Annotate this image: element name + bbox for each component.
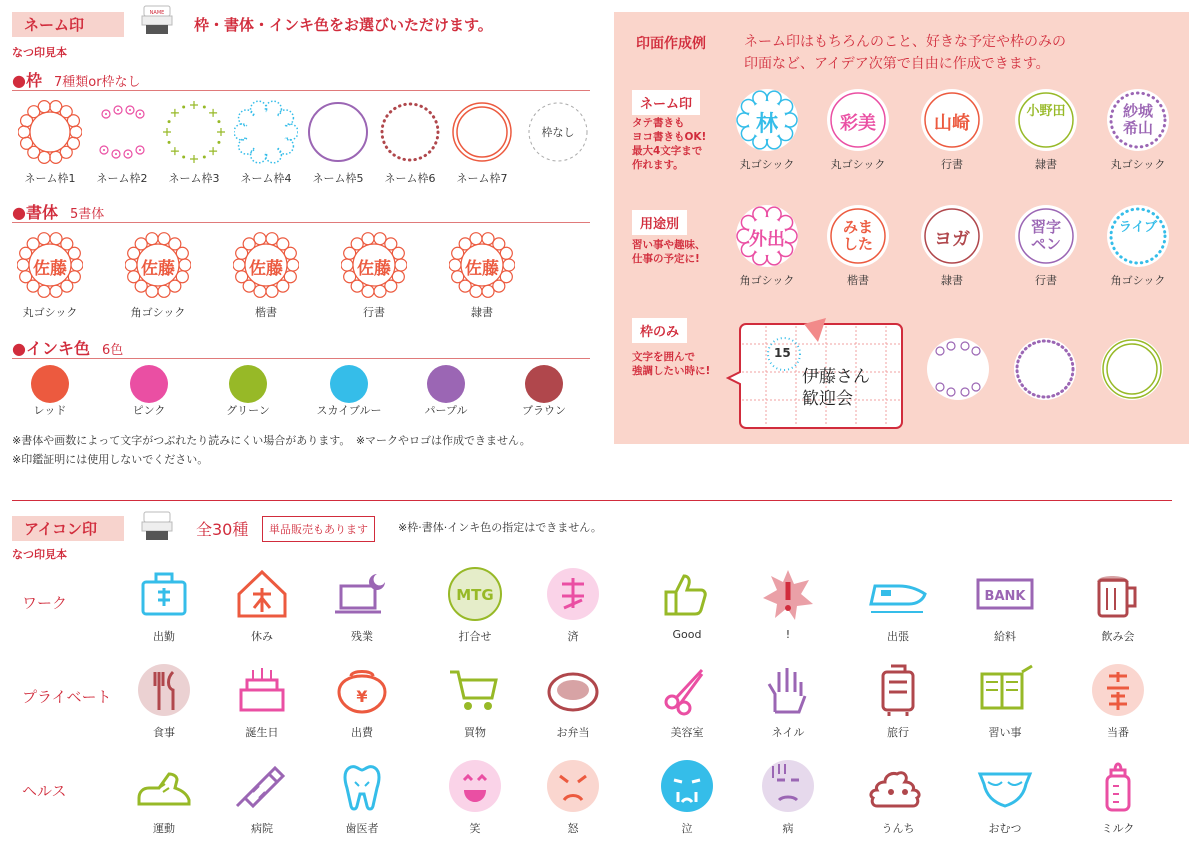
syringe-icon xyxy=(231,758,293,814)
frame-only-sample-flowers xyxy=(925,336,991,406)
diaper-icon xyxy=(974,758,1036,814)
icon-stamp-label: 買物 xyxy=(464,726,486,739)
example-panel-title: 印面作成例 xyxy=(636,36,706,52)
calendar-note-line: 歓迎会 xyxy=(802,389,853,409)
stamp-device-icon xyxy=(138,4,176,38)
name-stamp-tag: ネーム印 xyxy=(12,12,124,37)
icon-stamp-item xyxy=(217,566,307,644)
desc-line: 作れます。 xyxy=(632,159,684,171)
icon-stamp-label: ! xyxy=(785,628,791,641)
icon-stamp-item xyxy=(119,758,209,836)
example-panel-intro xyxy=(744,31,1066,75)
ink-swatch xyxy=(427,365,465,403)
bento-icon xyxy=(542,662,604,718)
icon-stamp-glyph xyxy=(440,566,510,622)
icon-stamp-item xyxy=(528,662,618,740)
desc-line: 文字を囲んで xyxy=(632,351,695,363)
frame-only-sample-dots xyxy=(1012,336,1078,406)
example-sample-text: ヨガ xyxy=(934,229,970,250)
example-tag-purpose: 用途別 xyxy=(632,210,687,235)
svg-text:MTG: MTG xyxy=(456,586,494,604)
example-stamp-frame-icon xyxy=(1014,88,1078,152)
frame-swatch-icon xyxy=(306,100,370,164)
frame-swatch-icon xyxy=(162,100,226,164)
icon-stamp-glyph xyxy=(753,758,823,814)
icon-stamp-glyph xyxy=(227,758,297,814)
icon-stamp-label: 出張 xyxy=(887,630,909,643)
font-label: 隷書 xyxy=(471,306,493,319)
frames-section-heading xyxy=(12,68,141,91)
icon-stamp-label: 歯医者 xyxy=(345,822,379,835)
fonts-sub: 5書体 xyxy=(69,207,105,222)
icon-stamp-item xyxy=(853,566,943,644)
icon-stamp-label: ネイル xyxy=(771,726,805,739)
frame-option xyxy=(86,100,158,186)
example-sample xyxy=(820,204,896,288)
house-icon xyxy=(231,566,293,622)
frame-option xyxy=(158,100,230,186)
icon-stamp-label: 怒 xyxy=(567,822,579,835)
font-option xyxy=(444,232,520,320)
icon-stamp-glyph xyxy=(440,758,510,814)
fonts-section-heading xyxy=(12,200,104,223)
icon-stamp-tag: アイコン印 xyxy=(12,516,124,541)
icon-stamp-label: 食事 xyxy=(153,726,175,739)
icon-stamp-item xyxy=(217,758,307,836)
frame-swatch-icon xyxy=(378,100,442,164)
example-sample xyxy=(729,204,805,288)
icon-stamp-item xyxy=(430,758,520,836)
example-sample-text: 小野田 xyxy=(1026,104,1066,119)
icon-stamp-label: 出勤 xyxy=(153,630,175,643)
thumbs-up-icon xyxy=(656,566,718,622)
intro-line-2: 印面など、アイデア次第で自由に作成できます。 xyxy=(744,56,1050,72)
briefcase-icon xyxy=(133,566,195,622)
example-sample-label: 丸ゴシック xyxy=(739,158,795,171)
font-sample-text: 佐藤 xyxy=(465,259,499,279)
example-sample-label: 丸ゴシック xyxy=(830,158,886,171)
name-stamp-sample-label: なつ印見本 xyxy=(12,46,67,59)
frame-swatch-icon xyxy=(18,100,82,164)
example-sample xyxy=(1008,88,1084,172)
icon-stamp-label: 済 xyxy=(567,630,579,643)
ink-label: レッド xyxy=(33,404,67,417)
example-sample xyxy=(914,88,990,172)
divider xyxy=(12,358,590,359)
icon-stamp-item xyxy=(528,566,618,644)
frame-label: ネーム枠2 xyxy=(96,172,148,185)
icon-stamp-item xyxy=(1073,566,1163,644)
icon-stamp-label: 運動 xyxy=(153,822,175,835)
icon-stamp-item xyxy=(853,758,943,836)
cart-icon xyxy=(444,662,506,718)
angry-face-icon xyxy=(542,758,604,814)
icon-stamp-glyph xyxy=(1083,662,1153,718)
icon-stamp-glyph xyxy=(129,566,199,622)
ink-label: ブラウン xyxy=(522,404,566,417)
frame-label: ネーム枠4 xyxy=(240,172,292,185)
example-stamp-frame-icon xyxy=(1106,204,1170,268)
icon-stamp-item xyxy=(960,758,1050,836)
example-sample-label: 隷書 xyxy=(941,274,963,287)
icon-stamp-item xyxy=(960,566,1050,644)
icon-stamp-glyph xyxy=(1083,566,1153,622)
icon-stamp-glyph xyxy=(538,662,608,718)
icon-stamp-glyph xyxy=(652,758,722,814)
row-label-private: プライベート xyxy=(22,688,112,706)
ink-label: ピンク xyxy=(132,404,166,417)
example-sample-label: 角ゴシック xyxy=(739,274,795,287)
icon-stamp-item xyxy=(743,662,833,740)
icon-stamp-item xyxy=(317,566,407,644)
icon-stamp-label: 出費 xyxy=(351,726,373,739)
icon-stamp-glyph xyxy=(970,662,1040,718)
example-sample-label: 行書 xyxy=(1035,274,1057,287)
icon-stamp-label: うんち xyxy=(881,822,915,835)
icon-count: 全30種 xyxy=(196,520,249,539)
icon-stamp-item xyxy=(642,566,732,641)
icon-stamp-item xyxy=(743,758,833,836)
desc-line: 最大4文字まで xyxy=(632,145,703,157)
example-tag-name: ネーム印 xyxy=(632,90,700,115)
font-option xyxy=(120,232,196,320)
example-sample-text: 紗城希山 xyxy=(1122,102,1153,137)
example-sample-text: 習字ペン xyxy=(1030,218,1061,253)
exclamation-icon xyxy=(757,566,819,622)
icon-stamp-glyph xyxy=(863,758,933,814)
svg-text:NAME: NAME xyxy=(149,10,165,16)
icon-stamp-glyph xyxy=(753,566,823,622)
example-desc-frame-only xyxy=(632,350,710,378)
icon-stamp-label: 休み xyxy=(251,630,273,643)
font-label: 丸ゴシック xyxy=(22,306,78,319)
icon-stamp-item xyxy=(119,566,209,644)
calendar-illustration xyxy=(726,316,906,436)
divider xyxy=(12,90,590,91)
example-sample-label: 角ゴシック xyxy=(1110,274,1166,287)
svg-text:¥: ¥ xyxy=(356,687,368,706)
icon-stamp-item xyxy=(642,758,732,836)
suitcase-icon xyxy=(867,662,929,718)
duty-icon xyxy=(1087,662,1149,718)
inks-section-heading xyxy=(12,336,123,359)
icon-stamp-item xyxy=(960,662,1050,740)
font-sample-text: 佐藤 xyxy=(33,259,67,279)
baby-bottle-icon xyxy=(1087,758,1149,814)
inks-title: ●インキ色 xyxy=(12,339,90,358)
tooth-icon xyxy=(331,758,393,814)
example-sample-text: みました xyxy=(842,218,873,253)
frame-option xyxy=(230,100,302,186)
desc-line: 習い事や趣味、 xyxy=(632,239,706,251)
name-stamp-headline: 枠・書体・インキ色をお選びいただけます。 xyxy=(194,16,493,34)
purse-icon xyxy=(331,662,393,718)
icon-stamp-label: 当番 xyxy=(1107,726,1129,739)
font-option xyxy=(12,232,88,320)
frames-title: ●枠 xyxy=(12,71,42,90)
icon-stamp-item xyxy=(430,566,520,644)
ink-swatch xyxy=(130,365,168,403)
example-sample xyxy=(820,88,896,172)
calendar-day-number: 15 xyxy=(774,346,791,360)
single-sale-badge: 単品販売もあります xyxy=(262,516,375,542)
desc-line: ヨコ書きもOK! xyxy=(632,131,707,143)
ink-swatch xyxy=(330,365,368,403)
row-label-health: ヘルス xyxy=(22,782,67,800)
desc-line: 仕事の予定に! xyxy=(632,253,700,265)
icon-stamp-item xyxy=(528,758,618,836)
example-sample-label: 丸ゴシック xyxy=(1110,158,1166,171)
done-icon xyxy=(542,566,604,622)
cake-icon xyxy=(231,662,293,718)
example-sample-label: 楷書 xyxy=(847,274,869,287)
ink-swatch xyxy=(229,365,267,403)
cry-face-icon xyxy=(656,758,718,814)
poop-icon xyxy=(867,758,929,814)
mtg-icon xyxy=(444,566,506,622)
calendar-note xyxy=(802,366,870,410)
book-icon xyxy=(974,662,1036,718)
icon-stamp-note: ※枠·書体·インキ色の指定はできません。 xyxy=(398,521,602,534)
fonts-title: ●書体 xyxy=(12,203,58,222)
icon-stamp-label: 病 xyxy=(782,822,794,835)
font-label: 行書 xyxy=(363,306,385,319)
icon-stamp-glyph xyxy=(129,758,199,814)
icon-stamp-label: 泣 xyxy=(681,822,693,835)
icon-stamp-item xyxy=(119,662,209,740)
svg-text:BANK: BANK xyxy=(984,589,1026,604)
icon-stamp-glyph xyxy=(652,662,722,718)
icon-stamp-glyph xyxy=(227,662,297,718)
icon-stamp-item xyxy=(1073,662,1163,740)
scissors-icon xyxy=(656,662,718,718)
example-sample xyxy=(1100,88,1176,172)
frame-swatch-icon xyxy=(450,100,514,164)
icon-stamp-label: おむつ xyxy=(988,822,1022,835)
icon-stamp-item xyxy=(743,566,833,641)
frame-option xyxy=(522,100,594,170)
icon-stamp-label: 誕生日 xyxy=(245,726,279,739)
no-frame-text: 枠なし xyxy=(541,126,575,139)
frame-option xyxy=(446,100,518,186)
ink-label: パープル xyxy=(424,404,468,417)
icon-stamp-label: 給料 xyxy=(994,630,1016,643)
ink-swatch xyxy=(525,365,563,403)
section-divider xyxy=(12,500,1172,501)
example-desc-purpose xyxy=(632,238,706,266)
icon-stamp-glyph xyxy=(863,662,933,718)
desc-line: タテ書きも xyxy=(632,117,685,129)
example-sample-text: ライブ xyxy=(1118,220,1158,235)
icon-stamp-glyph xyxy=(327,758,397,814)
icon-stamp-glyph xyxy=(1083,758,1153,814)
icon-stamp-glyph xyxy=(327,662,397,718)
frame-label: ネーム枠3 xyxy=(168,172,220,185)
icon-stamp-label: ミルク xyxy=(1101,822,1135,835)
icon-stamp-glyph xyxy=(227,566,297,622)
icon-stamp-glyph xyxy=(652,566,722,622)
example-sample-text: 外出 xyxy=(749,229,785,250)
inks-sub: 6色 xyxy=(101,343,124,358)
icon-stamp-label: お弁当 xyxy=(556,726,590,739)
example-sample xyxy=(1100,204,1176,288)
example-sample-label: 隷書 xyxy=(1035,158,1057,171)
hand-icon xyxy=(757,662,819,718)
frame-label: ネーム枠5 xyxy=(312,172,364,185)
desc-line: 強調したい時に! xyxy=(632,365,711,377)
stamp-device-icon xyxy=(138,510,176,544)
font-option xyxy=(336,232,412,320)
icon-stamp-label: 飲み会 xyxy=(1101,630,1135,643)
laptop-moon-icon xyxy=(331,566,393,622)
row-label-work: ワーク xyxy=(22,594,68,612)
example-sample xyxy=(729,88,805,172)
bank-icon xyxy=(974,566,1036,622)
fork-knife-icon xyxy=(133,662,195,718)
beer-icon xyxy=(1087,566,1149,622)
example-tag-frame-only: 枠のみ xyxy=(632,318,687,343)
ink-label: グリーン xyxy=(226,404,270,417)
sneaker-icon xyxy=(133,758,195,814)
note-2: ※印鑑証明には使用しないでください。 xyxy=(12,453,209,466)
icon-stamp-label: 習い事 xyxy=(988,726,1022,739)
bullet-train-icon xyxy=(867,566,929,622)
font-sample-text: 佐藤 xyxy=(249,259,283,279)
icon-stamp-label: 病院 xyxy=(251,822,273,835)
font-sample-text: 佐藤 xyxy=(141,259,175,278)
example-sample-text: 林 xyxy=(755,112,778,137)
icon-stamp-glyph xyxy=(327,566,397,622)
divider xyxy=(12,222,590,223)
icon-stamp-label: 笑 xyxy=(469,822,481,835)
icon-stamp-glyph xyxy=(863,566,933,622)
font-label: 楷書 xyxy=(255,306,277,319)
icon-stamp-label: 打合せ xyxy=(458,630,492,643)
font-option xyxy=(228,232,304,320)
icon-stamp-label: 美容室 xyxy=(670,726,704,739)
icon-stamp-item xyxy=(430,662,520,740)
icon-stamp-label: 旅行 xyxy=(887,726,909,739)
frame-option xyxy=(374,100,446,186)
example-sample-label: 行書 xyxy=(941,158,963,171)
frame-option xyxy=(14,100,86,186)
frame-swatch-icon xyxy=(234,100,298,164)
note-1: ※書体や画数によって文字がつぶれたり読みにくい場合があります。 ※マークやロゴは作成できません。 xyxy=(12,434,531,447)
icon-stamp-sample-label: なつ印見本 xyxy=(12,548,67,561)
frame-label: ネーム枠7 xyxy=(456,172,508,185)
frames-sub: 7種類or枠なし xyxy=(53,75,141,90)
icon-stamp-glyph xyxy=(970,758,1040,814)
icon-stamp-item xyxy=(317,662,407,740)
frame-option xyxy=(302,100,374,186)
icon-stamp-item xyxy=(217,662,307,740)
sick-face-icon xyxy=(757,758,819,814)
frame-label: ネーム枠6 xyxy=(384,172,436,185)
example-sample-text: 彩美 xyxy=(840,113,876,134)
icon-stamp-item xyxy=(1073,758,1163,836)
frame-only-sample-double xyxy=(1099,336,1165,406)
ink-label: スカイブルー xyxy=(316,404,382,417)
icon-stamp-glyph xyxy=(440,662,510,718)
icon-stamp-label: 残業 xyxy=(351,630,373,643)
intro-line-1: ネーム印はもちろんのこと、好きな予定や枠のみの xyxy=(744,34,1066,50)
calendar-note-line: 伊藤さん xyxy=(802,367,870,387)
icon-stamp-label: Good xyxy=(672,628,702,641)
frame-swatch-icon xyxy=(90,100,154,164)
icon-stamp-glyph xyxy=(538,566,608,622)
example-sample xyxy=(914,204,990,288)
ink-swatch xyxy=(31,365,69,403)
example-desc-name xyxy=(632,116,706,172)
icon-stamp-glyph xyxy=(970,566,1040,622)
frame-label: ネーム枠1 xyxy=(24,172,76,185)
icon-stamp-item xyxy=(642,662,732,740)
icon-stamp-item xyxy=(317,758,407,836)
font-label: 角ゴシック xyxy=(130,306,186,319)
example-sample xyxy=(1008,204,1084,288)
icon-stamp-glyph xyxy=(129,662,199,718)
example-sample-text: 山崎 xyxy=(934,113,970,134)
icon-stamp-glyph xyxy=(753,662,823,718)
font-sample-text: 佐藤 xyxy=(357,259,391,278)
icon-stamp-item xyxy=(853,662,943,740)
icon-stamp-glyph xyxy=(538,758,608,814)
laugh-face-icon xyxy=(444,758,506,814)
